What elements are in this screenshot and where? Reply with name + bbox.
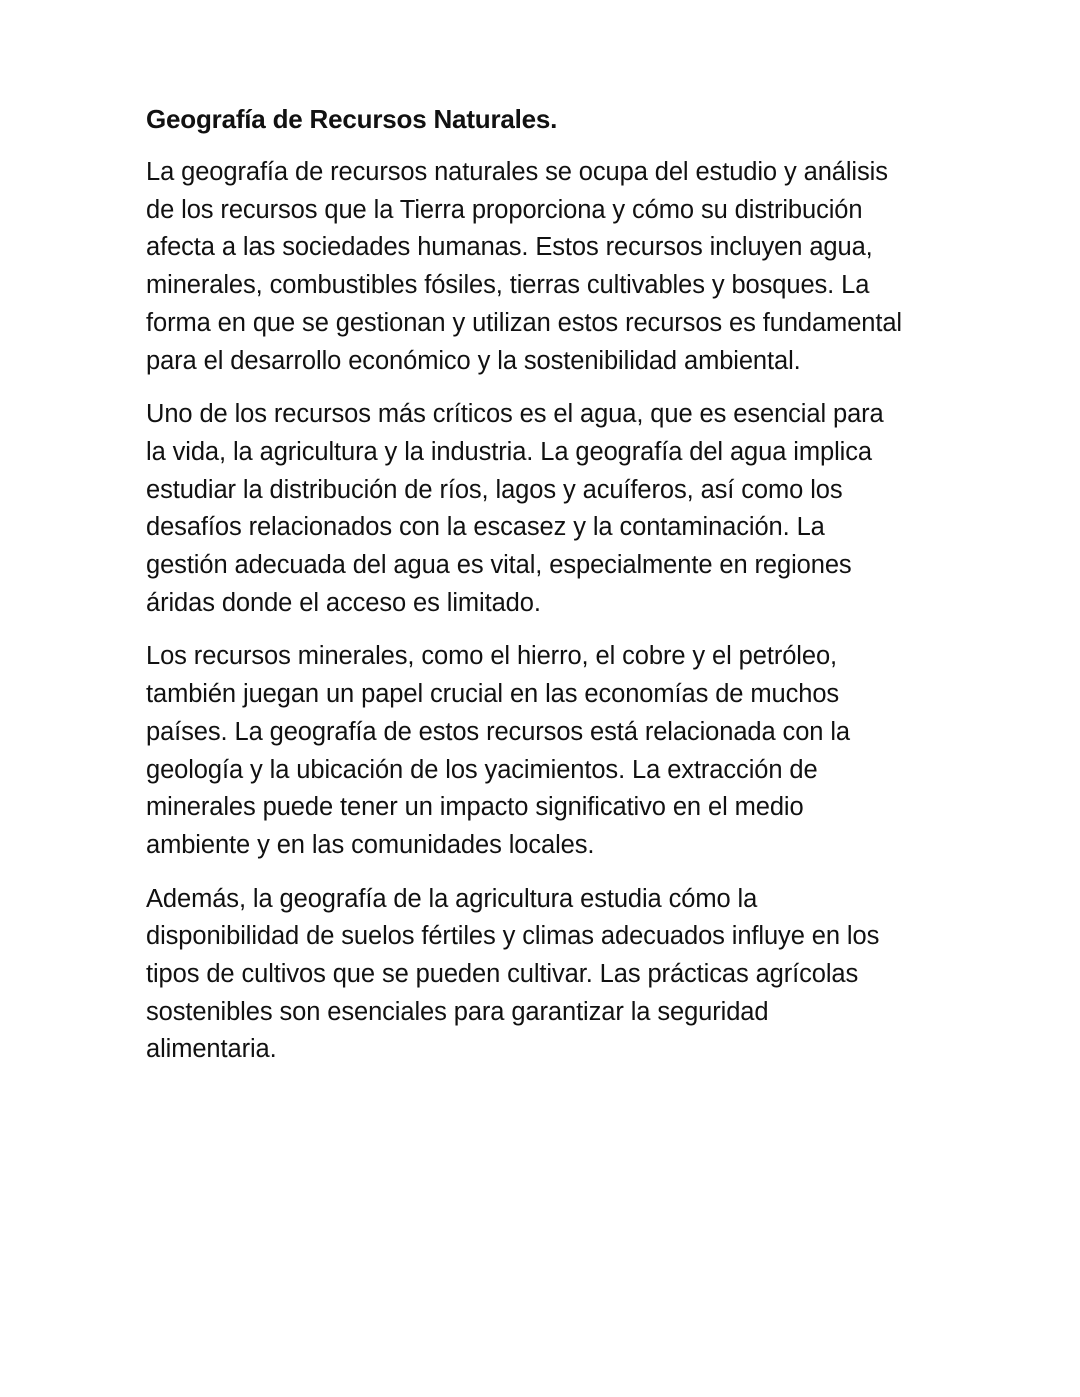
paragraph-intro: La geografía de recursos naturales se ocupa del estudio y análisis de los recursos que la Tierra proporciona y cómo su distribución afecta a las sociedades humanas. Estos recursos incluyen agua, minerales, combustibles fósiles, tierras cultivables y bosques. La forma en que se gestionan y utilizan estos recursos es fundamental para el desarrollo económico y la sostenibilidad ambiental. <box>146 158 902 375</box>
paragraph-agriculture: Además, la geografía de la agricultura estudia cómo la disponibilidad de suelos fértiles y climas adecuados influye en los tipos de cultivos que se pueden cultivar. Las prácticas agrícolas sostenibles son esenciales para garantizar la seguridad alimentaria. <box>146 884 880 1064</box>
document-title: Geografía de Recursos Naturales. <box>146 104 558 134</box>
paragraph-water: Uno de los recursos más críticos es el agua, que es esencial para la vida, la agricultura y la industria. La geografía del agua implica estudiar la distribución de ríos, lagos y acuíferos, así como los desafíos relacionados con la escasez y la contaminación. La gestión adecuada del agua es vital, especialmente en regiones áridas donde el acceso es limitado. <box>146 400 884 617</box>
paragraph-minerals: Los recursos minerales, como el hierro, el cobre y el petróleo, también juegan un papel crucial en las economías de muchos países. La geografía de estos recursos está relacionada con la geología y la ubicación de los yacimientos. La extracción de minerales puede tener un impacto significativo en el medio ambiente y en las comunidades locales. <box>146 642 850 859</box>
document-body <box>146 100 906 1085</box>
